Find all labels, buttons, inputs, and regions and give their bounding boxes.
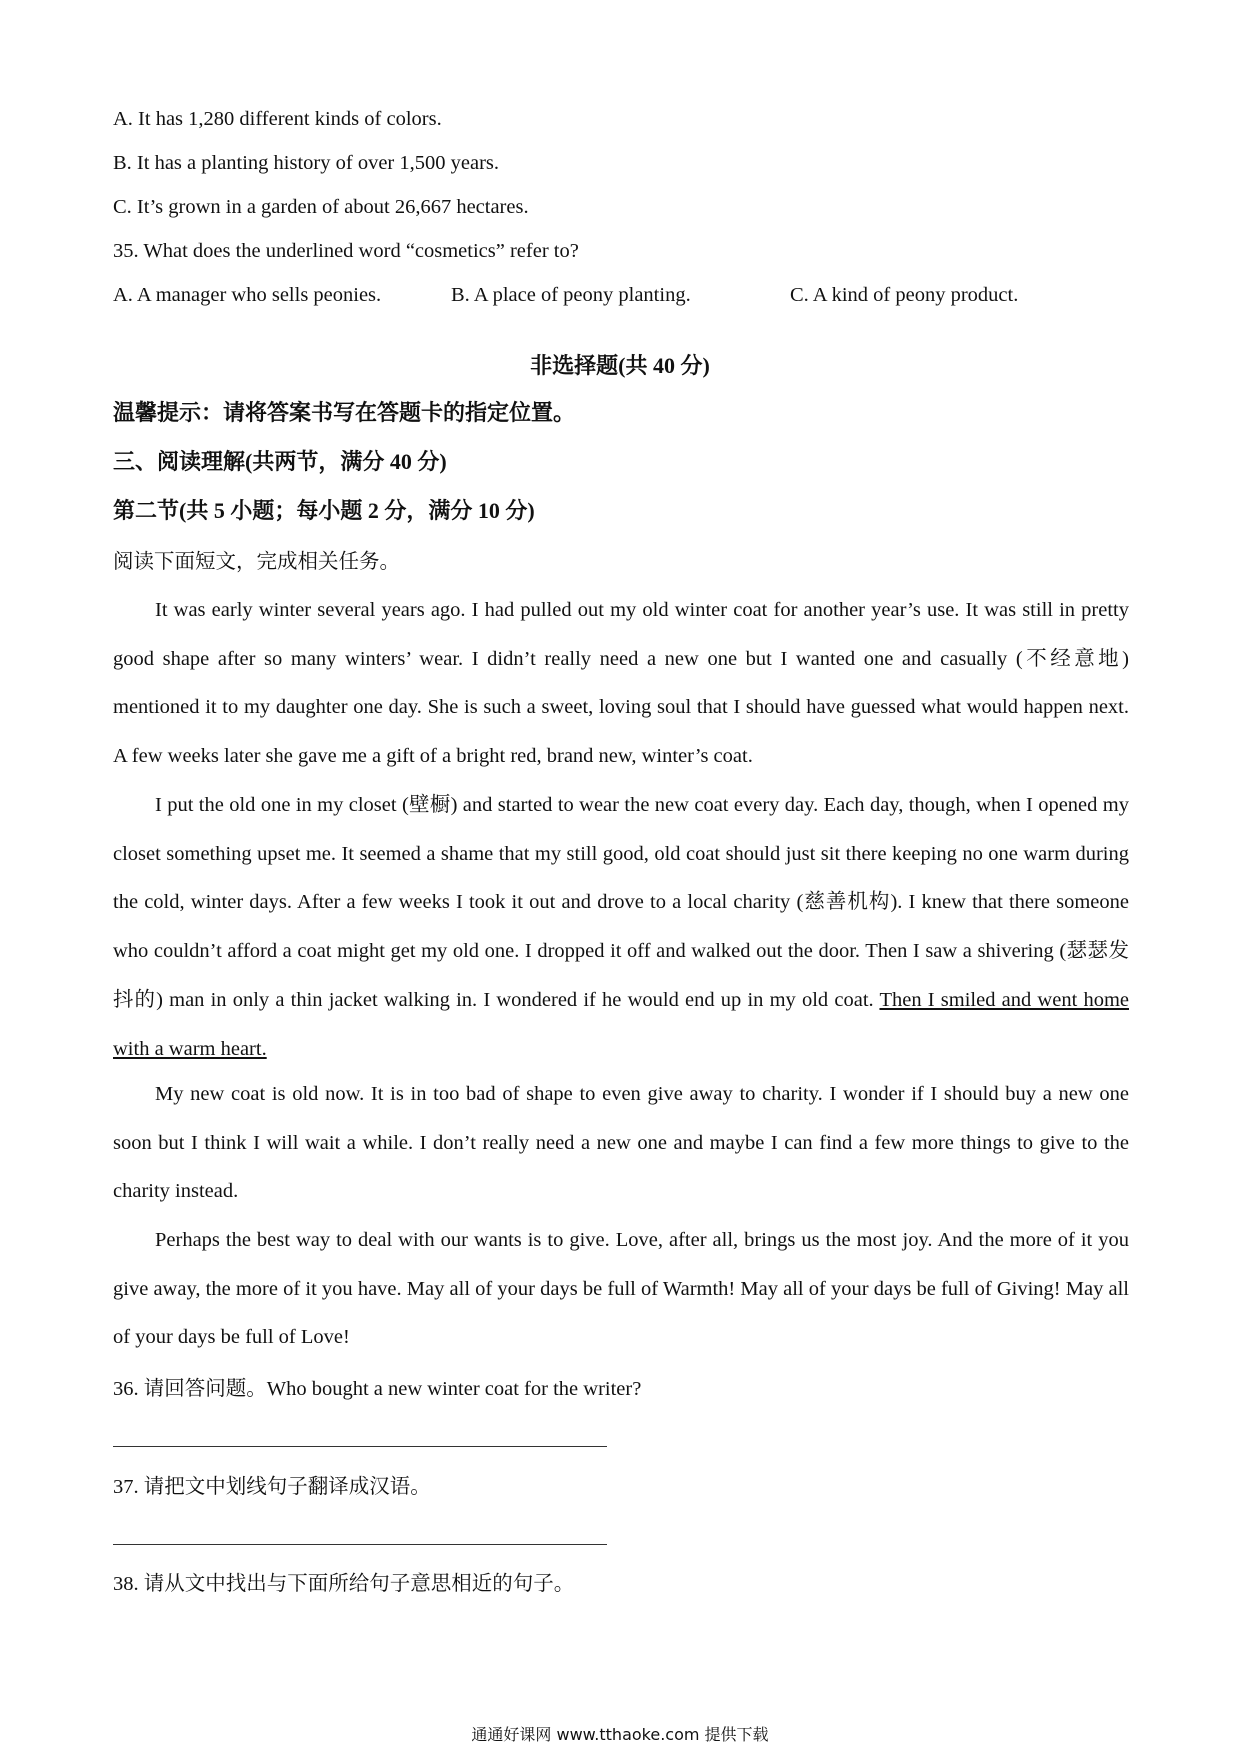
q34-option-c: C. It’s grown in a garden of about 26,667 hectares. xyxy=(113,196,529,218)
subpart-heading: 第二节(共 5 小题；每小题 2 分，满分 10 分) xyxy=(113,498,535,523)
answer-line-37[interactable] xyxy=(113,1544,607,1545)
question-38: 38. 请从文中找出与下面所给句子意思相近的句子。 xyxy=(113,1573,575,1595)
q35-question: 35. What does the underlined word “cosmetics” refer to? xyxy=(113,240,579,262)
instruction: 阅读下面短文，完成相关任务。 xyxy=(113,551,400,573)
answer-tip: 温馨提示：请将答案书写在答题卡的指定位置。 xyxy=(113,400,576,425)
passage-paragraph-4: Perhaps the best way to deal with our wants is to give. Love, after all, brings us the most joy. And the more of it you give away, the more of it you have. May all of your days be full of Warmth! May all of your days be full of Giving! May all of your days be full of Love! xyxy=(113,1229,1129,1349)
q35-option-b: B. A place of peony planting. xyxy=(451,284,691,306)
q34-option-a: A. It has 1,280 different kinds of colors. xyxy=(113,108,442,130)
footer-text: 通通好课网 www.tthaoke.com 提供下载 xyxy=(471,1725,769,1744)
underlined-sentence: Then I smiled and went home with a warm heart. xyxy=(113,988,1129,1060)
part-heading: 三、阅读理解(共两节，满分 40 分) xyxy=(113,449,447,474)
section-title: 非选择题(共 40 分) xyxy=(530,353,710,378)
passage-paragraph-2 xyxy=(113,781,1129,1073)
q35-option-a: A. A manager who sells peonies. xyxy=(113,284,382,306)
question-36: 36. 请回答问题。Who bought a new winter coat for the writer? xyxy=(113,1378,642,1400)
passage-paragraph-1: It was early winter several years ago. I had pulled out my old winter coat for another year’s use. It was still in pretty good shape after so many winters’ wear. I didn’t really need a new one but I wanted one and casually (不经意地) mentioned it to my daughter one day. She is such a sweet, loving soul that I should have guessed what would happen next. A few weeks later she gave me a gift of a bright red, brand new, winter’s coat. xyxy=(113,599,1129,768)
passage-paragraph-3: My new coat is old now. It is in too bad of shape to even give away to charity. I wonder if I should buy a new one soon but I think I will wait a while. I don’t really need a new one and maybe I can find a few more things to give to the charity instead. xyxy=(113,1083,1129,1203)
q35-option-c: C. A kind of peony product. xyxy=(790,284,1019,306)
passage-paragraph-2-text: I put the old one in my closet (壁橱) and started to wear the new coat every day. Each day, though, when I opened my closet something upset me. It seemed a shame that my still good, old coat should just sit there keeping no one warm during the cold, winter days. After a few weeks I took it out and drove to a local charity (慈善机构). I knew that there someone who couldn’t afford a coat might get my old one. I dropped it off and walked out the door. Then I saw a shivering (瑟瑟发抖的) man in only a thin jacket walking in. I wondered if he would end up in my old coat. xyxy=(113,794,1129,1011)
answer-line-36[interactable] xyxy=(113,1446,607,1447)
question-37: 37. 请把文中划线句子翻译成汉语。 xyxy=(113,1476,431,1498)
q34-option-b: B. It has a planting history of over 1,500 years. xyxy=(113,152,500,174)
